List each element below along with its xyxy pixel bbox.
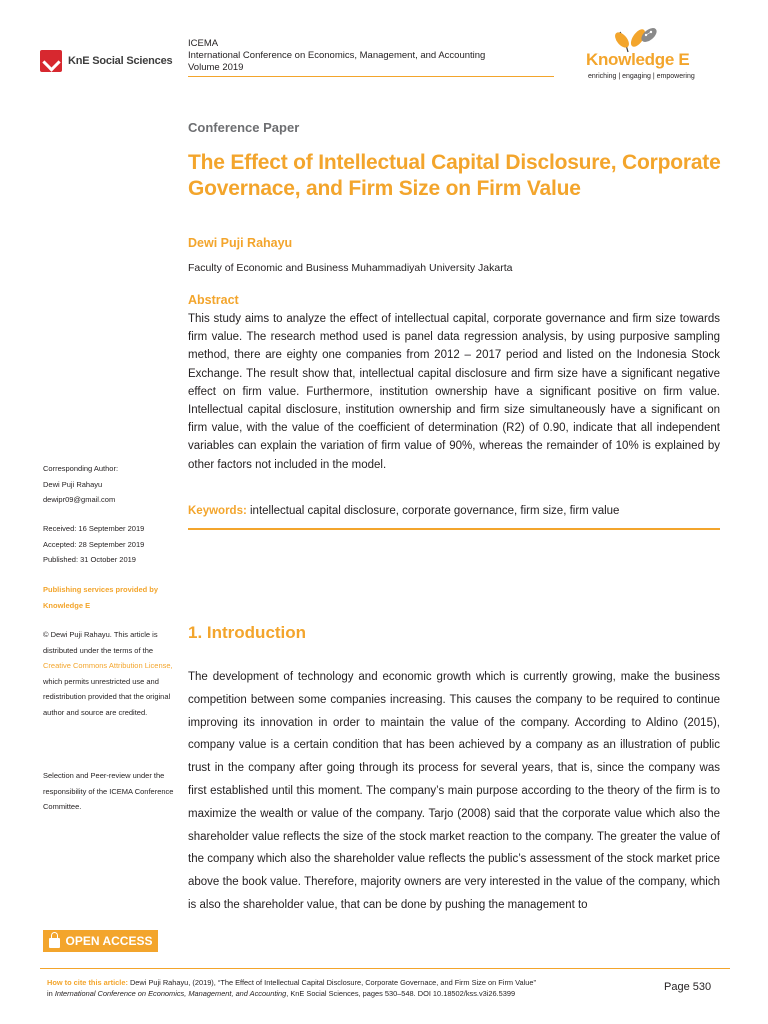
paper-title: The Effect of Intellectual Capital Disclosure, Corporate Governace, and Firm Size on Firm Value [188, 151, 721, 200]
author-affiliation: Faculty of Economic and Business Muhammadiyah University Jakarta [188, 262, 513, 274]
citation-label: How to cite this article: [47, 978, 128, 987]
license-text-pre: © Dewi Puji Rahayu. This article is distributed under the terms of the [43, 630, 158, 655]
corresponding-email[interactable]: dewipr09@gmail.com [43, 495, 116, 504]
citation [47, 977, 667, 999]
abstract-heading: Abstract [188, 293, 239, 307]
abstract-text: This study aims to analyze the effect of intellectual capital, corporate governance and firm size towards firm value. The research method used is panel data regression analysis, by using purposive sampling method, there are eighty one companies from 2012 – 2017 period and listed on the Indonesia Stock Exchange. The result show that, intellectual capital disclosure and firm size have a significant negative effect on firm value. Furthermore, institution ownership have a significant positive on firm value. Intellectual capital disclosure, institution ownership and firm size simultaneously have a significant on firm value, with the value of the coefficient of determination (R2) of 0.90, indicate that all independent variables can explain the variation of firm value of 90%, whereas the remainder of 10% is explained by other factors not included in the model. [188, 313, 720, 471]
paper-type: Conference Paper [188, 120, 300, 135]
received-date: Received: 16 September 2019 [43, 524, 145, 533]
corresponding-author-block [43, 461, 178, 508]
knowledge-e-name: Knowledge E [586, 50, 690, 69]
citation-line1: Dewi Puji Rahayu, (2019), “The Effect of Intellectual Capital Disclosure, Corporate Governace, and Firm Size on Firm Value” [127, 978, 536, 987]
keywords-divider [188, 528, 720, 530]
keywords [188, 505, 728, 517]
page-number: Page 530 [664, 981, 712, 993]
open-access-badge [43, 930, 158, 952]
kne-logo-icon [40, 50, 62, 72]
footer-divider [40, 968, 730, 969]
published-date: Published: 31 October 2019 [43, 555, 136, 564]
introduction-text: The development of technology and economic growth which is currently growing, make the business competition between some companies increasing. This causes the company to be required to continue improving its innovation in order to maintain the value of the company. According to Aldino (2015), company value is a certain condition that has been achieved by a company as an illustration of public trust in the company after going through its process for several years, that is, since the company was first established until this moment. The company’s main purpose according to the theory of the firm is to maximize the wealth or value of the company. Tarjo (2008) said that the corporate value which also the shareholder value reflects the size of the stock market reaction to the company. The greater the value of the company which also the shareholder value reflects the public’s assessment of the stock market price above the book value. Therefore, majority owners are very interested in the value of the company, which is also the shareholder value, that can be done by pushing the management to [188, 671, 720, 911]
knowledge-e-logo [586, 26, 736, 88]
knowledge-e-tagline: enriching | engaging | empowering [588, 73, 695, 80]
publishing-services: Publishing services provided by Knowledge E [43, 585, 159, 610]
license-block [43, 627, 177, 720]
introduction-heading: 1. Introduction [188, 623, 307, 642]
dates-block [43, 521, 178, 568]
peer-review-note: Selection and Peer-review under the responsibility of the ICEMA Conference Committee. [43, 771, 174, 811]
lock-icon [49, 938, 60, 948]
open-access-label: OPEN ACCESS [65, 934, 153, 948]
conference-header [188, 38, 558, 74]
citation-rest: , KnE Social Sciences, pages 530–548. DOI 10.18502/kss.v3i26.5399 [286, 989, 516, 998]
corresponding-name: Dewi Puji Rahayu [43, 479, 103, 489]
author-name: Dewi Puji Rahayu [188, 236, 293, 250]
header-divider [188, 76, 554, 77]
keywords-label: Keywords: [188, 505, 247, 517]
corresponding-label: Corresponding Author: [43, 464, 119, 473]
creative-commons-link[interactable]: Creative Commons Attribution License, [43, 661, 173, 670]
conference-short: ICEMA [188, 38, 219, 49]
kne-logo-text: KnE Social Sciences [68, 55, 173, 67]
citation-in: in [47, 989, 55, 998]
license-text-post: which permits unrestricted use and redistribution provided that the original author and source are credited. [43, 676, 171, 717]
kne-social-sciences-logo [40, 50, 172, 72]
volume: Volume 2019 [188, 62, 244, 73]
keywords-list: intellectual capital disclosure, corporate governance, firm size, firm value [250, 505, 620, 517]
citation-venue: International Conference on Economics, Management, and Accounting [54, 989, 287, 998]
accepted-date: Accepted: 28 September 2019 [43, 539, 145, 549]
conference-full: International Conference on Economics, Management, and Accounting [188, 50, 486, 61]
